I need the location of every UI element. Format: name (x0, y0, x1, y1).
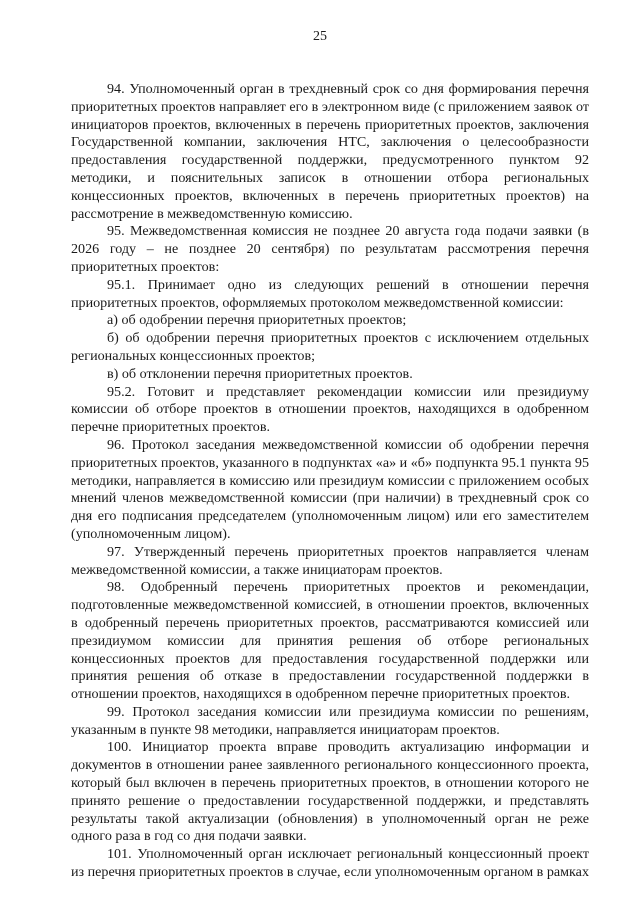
paragraph-95-1-b: б) об одобрении перечня приоритетных проектов с исключением отдельных региональных концессионных проектов; (71, 330, 589, 364)
paragraph-95-1-a: а) об одобрении перечня приоритетных проектов; (107, 312, 407, 329)
paragraph-96: 96. Протокол заседания межведомственной комиссии об одобрении перечня приоритетных проектов, указанного в подпунктах «а» и «б» подпункта 95.1 пункта 95 методики, направляется в комиссию или президиум комиссии с приложением особых мнений членов межведомственной комиссии (при наличии) в трехдневный срок со дня его подписания председателем (уполномоченным лицом) или его заместителем (уполномоченным лицом). (71, 436, 589, 542)
paragraph-99: 99. Протокол заседания комиссии или президиума комиссии по решениям, указанным в пункте 98 методики, направляется инициаторам проектов. (71, 703, 589, 738)
paragraph-98: 98. Одобренный перечень приоритетных проектов и рекомендации, подготовленные межведомственной комиссией, в отношении проектов, включенных в одобренный перечень приоритетных проектов, рассматриваются комиссией или президиумом комиссии для принятия решения об отборе региональных концессионных проектов для предоставления государственной поддержки или принятия решения об отказе в предоставлении государственной поддержки в отношении проектов, находящихся в одобренном перечне приоритетных проектов. (71, 579, 589, 703)
paragraph-97: 97. Утвержденный перечень приоритетных проектов направляется членам межведомственной комиссии, а также инициаторам проектов. (71, 543, 589, 578)
paragraph-95-1-v: в) об отклонении перечня приоритетных проектов. (107, 365, 413, 382)
paragraph-101: 101. Уполномоченный орган исключает региональный концессионный проект из перечня приоритетных проектов в случае, если уполномоченным органом в рамках (71, 846, 589, 881)
page-number: 25 (313, 29, 327, 44)
paragraph-94: 94. Уполномоченный орган в трехдневный срок со дня формирования перечня приоритетных проектов направляет его в электронном виде (с приложением заявок от инициаторов проектов, включенных в перечень приоритетных проектов, заключения Государственной компании, заключения НТС, заключения о целесообразности предоставления государственной поддержки, предусмотренного пунктом 92 методики, и пояснительных записок в отношении отбора региональных концессионных проектов, включенных в перечень приоритетных проектов) на рассмотрение в межведомственную комиссию. (71, 81, 589, 222)
paragraph-95-2: 95.2. Готовит и представляет рекомендации комиссии или президиуму комиссии об отборе проектов в отношении проектов, находящихся в одобренном перечне приоритетных проектов. (71, 383, 589, 436)
paragraph-95: 95. Межведомственная комиссия не позднее 20 августа года подачи заявки (в 2026 году – не позднее 20 сентября) по результатам рассмотрения перечня приоритетных проектов: (71, 223, 589, 275)
document-body (71, 81, 589, 882)
paragraph-95-1: 95.1. Принимает одно из следующих решений в отношении перечня приоритетных проектов, оформляемых протоколом межведомственной комиссии: (71, 276, 589, 311)
paragraph-100: 100. Инициатор проекта вправе проводить актуализацию информации и документов в отношении ранее заявленного регионального концессионного проекта, который был включен в перечень приоритетных проектов, в отношении которого не принято решение о предоставлении государственной поддержки, и представлять результаты такой актуализации (обновления) в уполномоченный орган не реже одного раза в год со дня подачи заявки. (71, 739, 589, 845)
